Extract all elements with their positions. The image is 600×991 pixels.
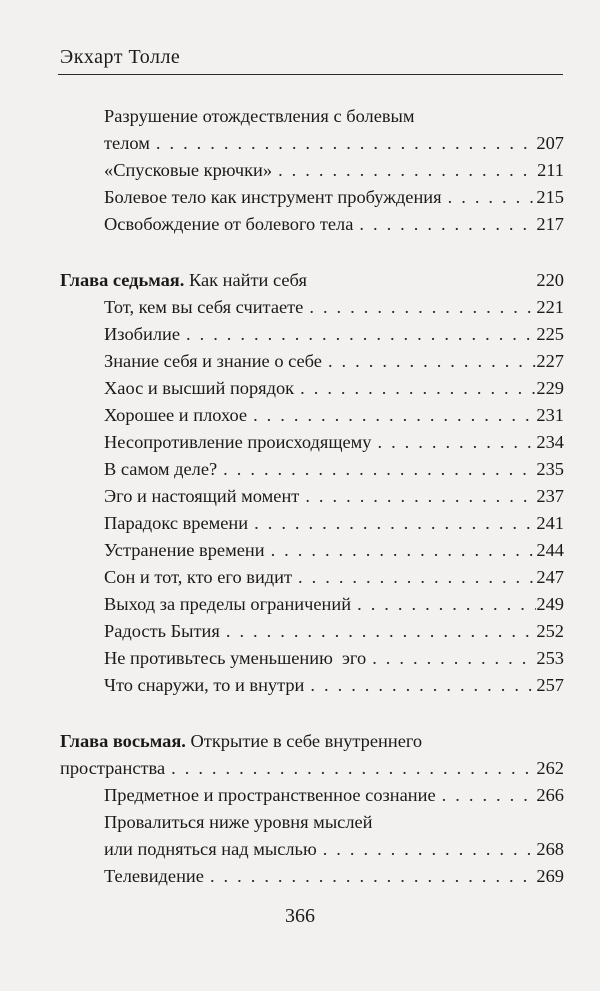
toc-page-number: 221 — [536, 297, 564, 317]
toc-entry-title: Не противьтесь уменьшению эго — [104, 648, 367, 668]
toc-page-number: 211 — [537, 160, 564, 180]
toc-entry-title: Устранение времени — [104, 540, 265, 560]
toc-entry — [104, 538, 564, 562]
toc-entry-title: или подняться над мыслью — [104, 839, 317, 859]
toc-entry — [104, 403, 564, 427]
toc-page-number: 220 — [536, 270, 564, 290]
chapter-title: Как найти себя — [188, 270, 307, 290]
toc-page-number: 227 — [536, 351, 564, 371]
toc-entry-title: Провалиться ниже уровня мыслей — [104, 812, 373, 832]
toc-page-number: 266 — [536, 785, 564, 805]
toc-entry — [104, 295, 564, 319]
dot-leader — [299, 484, 536, 508]
toc-entry-title: В самом деле? — [104, 459, 218, 479]
dot-leader — [436, 783, 537, 807]
toc-page-number: 229 — [536, 378, 564, 398]
toc-entry — [104, 511, 564, 535]
toc-entry-title: Хорошее и плохое — [104, 405, 248, 425]
toc-page-number: 252 — [536, 621, 564, 641]
toc-entry — [104, 837, 564, 861]
page-number: 366 — [285, 905, 315, 927]
chapter-title: Открытие в себе внутреннего — [190, 731, 423, 751]
toc-entry-title: Тот, кем вы себя считаете — [104, 297, 304, 317]
toc-page-number: 225 — [536, 324, 564, 344]
toc-page-number: 237 — [536, 486, 564, 506]
toc-entry — [104, 349, 564, 373]
header-rule — [58, 74, 563, 75]
toc-entry — [104, 646, 564, 670]
toc-page-number: 262 — [536, 758, 564, 778]
toc-entry-title: Хаос и высший порядок — [104, 378, 295, 398]
dot-leader — [272, 158, 537, 182]
dot-leader — [351, 592, 536, 616]
toc-entry-title: Телевидение — [104, 866, 204, 886]
toc-entry-title: Знание себя и знание о себе — [104, 351, 322, 371]
toc-entry-title: Несопротивление происходящему — [104, 432, 372, 452]
dot-leader — [317, 837, 537, 861]
toc-entry-title-line — [104, 810, 564, 834]
toc-entry-title: «Спусковые крючки» — [104, 160, 273, 180]
toc-entry — [104, 158, 564, 182]
toc-page-number: 241 — [536, 513, 564, 533]
toc-chapter-heading — [60, 268, 564, 292]
toc-page-number: 244 — [536, 540, 564, 560]
toc-entry — [104, 864, 564, 888]
toc-page-number: 257 — [536, 675, 564, 695]
dot-leader — [366, 646, 536, 670]
toc-page-number: 269 — [536, 866, 564, 886]
toc-entry-title: Освобождение от болевого тела — [104, 214, 354, 234]
toc-entry — [60, 756, 564, 780]
toc-entry — [104, 592, 564, 616]
dot-leader — [204, 864, 536, 888]
toc-page-number: 215 — [536, 187, 564, 207]
toc-entry — [104, 619, 564, 643]
toc-page-number: 217 — [536, 214, 564, 234]
toc-entry-title: Предметное и пространственное сознание — [104, 785, 436, 805]
toc-page-number: 249 — [536, 594, 564, 614]
toc-entry — [104, 131, 564, 155]
toc-page-number: 247 — [536, 567, 564, 587]
toc-entry-title: Парадокс времени — [104, 513, 249, 533]
toc-entry-title-line — [104, 104, 514, 128]
dot-leader — [353, 212, 536, 236]
toc-entry-title: пространства — [60, 758, 166, 778]
toc-entry-title: Разрушение отождествления с болевым — [104, 106, 415, 126]
dot-leader — [180, 322, 536, 346]
running-header-author: Экхарт Толле — [60, 46, 181, 68]
dot-leader — [217, 457, 536, 481]
toc-entry-title: Радость Бытия — [104, 621, 220, 641]
toc-entry — [104, 565, 564, 589]
dot-leader — [220, 619, 537, 643]
dot-leader — [322, 349, 536, 373]
dot-leader — [304, 673, 536, 697]
dot-leader — [265, 538, 537, 562]
dot-leader — [150, 131, 537, 155]
toc-page-number: 253 — [536, 648, 564, 668]
toc-entry — [104, 376, 564, 400]
toc-entry — [104, 185, 564, 209]
toc-entry-title: Эго и настоящий момент — [104, 486, 300, 506]
dot-leader — [303, 295, 536, 319]
chapter-label: Глава восьмая. — [60, 731, 186, 751]
dot-leader — [247, 403, 536, 427]
dot-leader — [248, 511, 536, 535]
dot-leader — [292, 565, 536, 589]
toc-entry — [104, 783, 564, 807]
toc-entry — [104, 430, 564, 454]
toc-entry — [104, 322, 564, 346]
dot-leader — [442, 185, 537, 209]
toc-page-number: 235 — [536, 459, 564, 479]
toc-entry-title: Сон и тот, кто его видит — [104, 567, 293, 587]
toc-page-number: 234 — [536, 432, 564, 452]
toc-entry-title: Изобилие — [104, 324, 181, 344]
toc-entry-title: Выход за пределы ограничений — [104, 594, 352, 614]
chapter-label: Глава седьмая. — [60, 270, 185, 290]
toc-entry — [104, 673, 564, 697]
toc-entry — [104, 484, 564, 508]
toc-entry-title: Что снаружи, то и внутри — [104, 675, 305, 695]
toc-page-number: 268 — [536, 839, 564, 859]
dot-leader — [371, 430, 536, 454]
toc-page-number: 207 — [536, 133, 564, 153]
toc-chapter-heading — [60, 729, 564, 753]
toc-page-number: 231 — [536, 405, 564, 425]
toc-entry — [104, 212, 564, 236]
toc-entry-title: Болевое тело как инструмент пробуждения — [104, 187, 442, 207]
dot-leader — [294, 376, 536, 400]
dot-leader — [165, 756, 536, 780]
toc-entry-title: телом — [104, 133, 150, 153]
toc-entry — [104, 457, 564, 481]
